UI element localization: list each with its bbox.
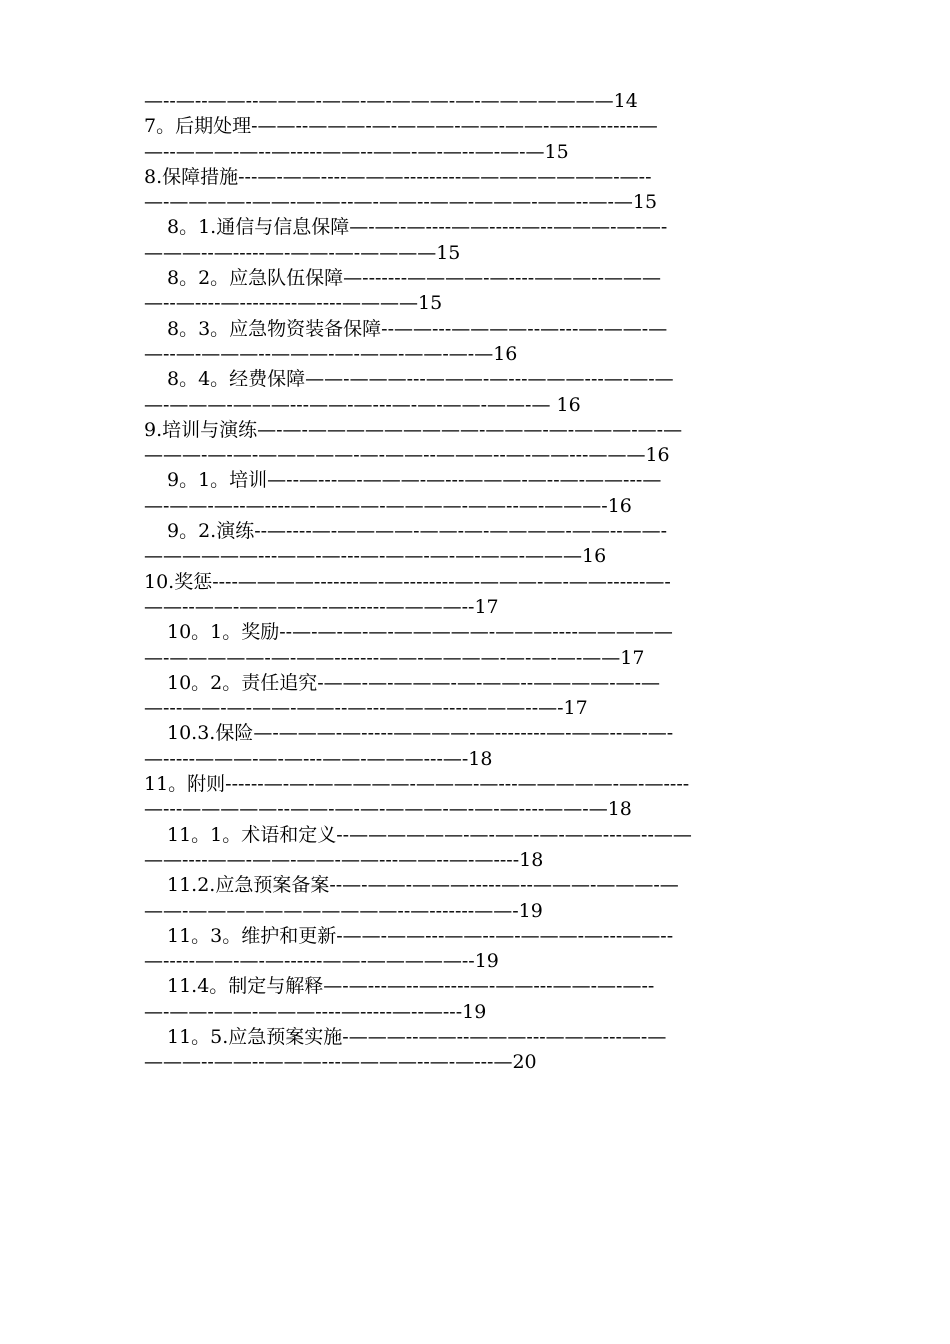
toc-line: 11。5.应急预案实施-———--——--———---———---—-— xyxy=(167,1025,667,1048)
toc-line: 9。2.演练--—----—-————-——-—-————-——--——- xyxy=(167,520,668,543)
toc-line: —--—-———--———-—-——-——-—-—16 xyxy=(144,342,518,365)
toc-line: 11.2.应急预案备案--—-——-———-----—--———-———-— xyxy=(167,874,679,897)
toc-line: —-----——-—-—------——-—————--19 xyxy=(144,950,499,973)
toc-line: 10.奖惩----————-------—-—--------—-———-—-——------—- xyxy=(144,570,671,593)
toc-line: —---——-—-——-——--—---———----———--—-17 xyxy=(144,697,588,720)
table-of-contents xyxy=(144,89,770,1076)
toc-line: ——————---——-—---—-——-—-—-——-———16 xyxy=(144,545,607,568)
toc-line: 9。1。培训—--—---—-———-—---———-—--—-——---— xyxy=(167,469,662,492)
toc-line: —-——-—--—----—-—-——-————-——--—-———-16 xyxy=(144,494,632,517)
toc-line: —-—————-—-——-------——-————-—-—-—-——17 xyxy=(144,646,645,669)
toc-line: —--———-—--—-----——--——-—-—--—-—-—15 xyxy=(144,140,569,163)
toc-line: 8。4。经费保障——-———---———-—---———---—-—-— xyxy=(167,368,674,391)
toc-line: 9.培训与演练—-—-—————————-———-—-———-—-— xyxy=(144,418,683,441)
toc-line: 10。1。奖励--—-—-—-—-—————-———----————— xyxy=(167,621,673,644)
toc-line: ———--—-----—-——-—-————15 xyxy=(144,241,461,264)
toc-line: —---—————--——-—-—-———-—-—-—----——-—18 xyxy=(144,798,632,821)
toc-line: 7。后期处理-——--———-—-———-——-——-—--—------— xyxy=(144,115,658,138)
toc-line: —-———-———---——-—---—-—-——-——-— 16 xyxy=(144,393,581,416)
toc-line: 11。3。维护和更新-——-——---——--—-———-—---——-- xyxy=(167,924,674,947)
toc-line: ——-———————————--—-------——-19 xyxy=(144,899,543,922)
toc-line: 11。附则------—-—-—————-———-—---—————-—-—---- xyxy=(144,773,690,796)
toc-line: 8.保障措施---—-——----———---------————————-—-- xyxy=(144,165,652,188)
toc-line: —-----———-—-—---——-———---—-18 xyxy=(144,747,493,770)
toc-line: —-————-——-—-—--—-——--——-———-——--—-—15 xyxy=(144,191,658,214)
toc-line: 10.3.保险—-———-—-----————-—--------—-——--—-—- xyxy=(167,722,674,745)
toc-line: ———-—-—-—————-—-——--———--—-——---———16 xyxy=(144,444,670,467)
toc-line: 8。1.通信与信息保障—-—--—----——-----—--———-—-—- xyxy=(167,216,668,239)
toc-line: 8。3。应急物资装备保障--——---————--—---—-——-— xyxy=(167,317,668,340)
toc-line: ——--——-———-—-—------————--17 xyxy=(144,595,499,618)
toc-line: —--—--——--———-——-—-———-—-———————14 xyxy=(144,90,638,112)
toc-line: ———--——--———---————--—-—---—20 xyxy=(144,1051,537,1074)
toc-line: —-——-——-———----—-----—--—---19 xyxy=(144,1000,487,1023)
toc-line: 8。2。应急队伍保障—-------————-—----———--——— xyxy=(167,267,662,290)
toc-line: ——----——-——-——-——---——--—-—----18 xyxy=(144,848,544,871)
toc-line: 10。2。责任追究-——-—-———-—-——--————-—-— xyxy=(167,671,661,694)
toc-line: —--—----—---------—----————15 xyxy=(144,292,443,315)
toc-line: 11.4。制定与解释—-—---—--—-----—-——---——-—-—-- xyxy=(167,975,655,998)
toc-line: 11。1。术语和定义--——————-—-——-—-——---—--—— xyxy=(167,823,692,846)
